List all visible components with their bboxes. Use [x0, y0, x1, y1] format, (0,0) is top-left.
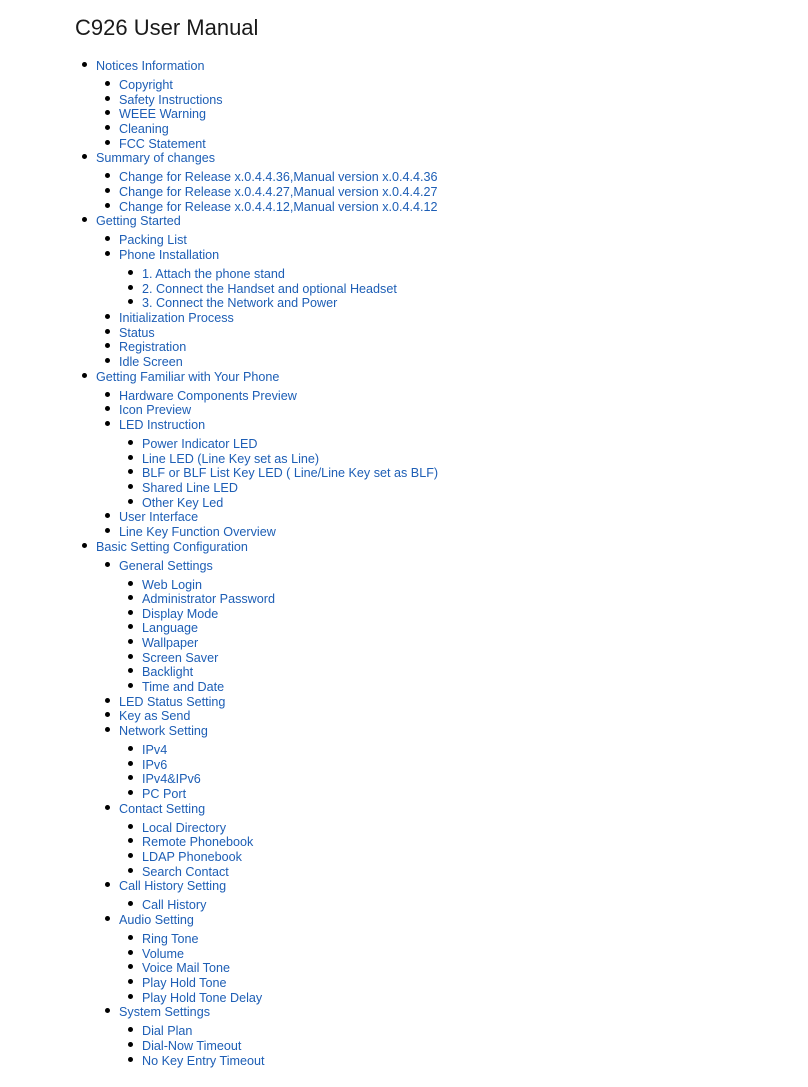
- toc-link-level-3[interactable]: PC Port: [142, 787, 187, 802]
- bullet-icon: [82, 217, 87, 222]
- toc-link-level-3[interactable]: IPv4&IPv6: [142, 772, 201, 787]
- toc-link-level-2[interactable]: User Interface: [119, 510, 199, 525]
- bullet-icon: [105, 140, 110, 145]
- bullet-icon: [105, 392, 110, 397]
- bullet-icon: [82, 373, 87, 378]
- toc-link-level-3[interactable]: Shared Line LED: [142, 480, 238, 495]
- bullet-icon: [105, 110, 110, 115]
- toc-link-level-1[interactable]: Notices Information: [96, 59, 205, 73]
- toc-link-level-2[interactable]: LED Status Setting: [119, 694, 226, 709]
- bullet-icon: [105, 314, 110, 319]
- toc-link-level-3[interactable]: Dial-Now Timeout: [142, 1039, 242, 1053]
- bullet-icon: [128, 901, 133, 906]
- toc-link-level-3[interactable]: BLF or BLF List Key LED ( Line/Line Key set as BLF): [142, 466, 439, 481]
- toc-link-level-3[interactable]: 2. Connect the Handset and optional Headset: [142, 281, 397, 296]
- toc-link-level-2[interactable]: Line Key Function Overview: [119, 524, 276, 539]
- bullet-icon: [128, 994, 133, 999]
- bullet-icon: [105, 203, 110, 208]
- toc-link-level-3[interactable]: Voice Mail Tone: [142, 961, 230, 976]
- toc-link-level-3[interactable]: Power Indicator LED: [142, 436, 258, 451]
- bullet-icon: [82, 62, 87, 67]
- bullet-icon: [128, 581, 133, 586]
- toc-link-level-2[interactable]: WEEE Warning: [119, 107, 207, 122]
- toc-link-level-2[interactable]: Network Setting: [119, 724, 208, 739]
- toc-link-level-3[interactable]: Display Mode: [142, 606, 219, 621]
- bullet-icon: [128, 683, 133, 688]
- bullet-icon: [105, 329, 110, 334]
- bullet-icon: [128, 639, 133, 644]
- bullet-icon: [128, 499, 133, 504]
- bullet-icon: [128, 935, 133, 940]
- bullet-icon: [105, 727, 110, 732]
- toc-link-level-1[interactable]: Getting Familiar with Your Phone: [96, 369, 280, 384]
- toc-link-level-3[interactable]: Remote Phonebook: [142, 835, 254, 850]
- page-title: C926 User Manual: [75, 15, 259, 40]
- bullet-icon: [128, 299, 133, 304]
- toc-link-level-3[interactable]: Other Key Led: [142, 495, 224, 510]
- toc-link-level-2[interactable]: Initialization Process: [119, 310, 234, 325]
- bullet-icon: [128, 455, 133, 460]
- toc-link-level-2[interactable]: Hardware Components Preview: [119, 388, 297, 403]
- bullet-icon: [105, 81, 110, 86]
- toc-link-level-1[interactable]: Basic Setting Configuration: [96, 539, 248, 554]
- bullet-icon: [105, 406, 110, 411]
- toc-link-level-2[interactable]: Call History Setting: [119, 879, 227, 894]
- bullet-icon: [105, 882, 110, 887]
- bullet-icon: [128, 853, 133, 858]
- bullet-icon: [128, 484, 133, 489]
- bullet-icon: [82, 154, 87, 159]
- toc-link-level-2[interactable]: Change for Release x.0.4.4.36,Manual version x.0.4.4.36: [119, 170, 438, 185]
- bullet-icon: [128, 790, 133, 795]
- toc-link-level-2[interactable]: Safety Instructions: [119, 92, 223, 107]
- toc-link-level-3[interactable]: Wallpaper: [142, 636, 199, 651]
- toc-link-level-3[interactable]: Ring Tone: [142, 932, 199, 947]
- toc-link-level-3[interactable]: Time and Date: [142, 680, 225, 695]
- bullet-icon: [105, 173, 110, 178]
- bullet-icon: [128, 824, 133, 829]
- toc-link-level-2[interactable]: Icon Preview: [119, 403, 192, 418]
- bullet-icon: [128, 1042, 133, 1047]
- bullet-icon: [128, 979, 133, 984]
- toc-link-level-3[interactable]: Play Hold Tone: [142, 976, 227, 991]
- toc-link-level-2[interactable]: General Settings: [119, 558, 213, 573]
- bullet-icon: [105, 343, 110, 348]
- bullet-icon: [128, 868, 133, 873]
- toc-link-level-3[interactable]: Web Login: [142, 577, 202, 592]
- toc-link-level-2[interactable]: Contact Setting: [119, 801, 206, 816]
- bullet-icon: [105, 528, 110, 533]
- bullet-icon: [128, 950, 133, 955]
- toc-link-level-3[interactable]: Play Hold Tone Delay: [142, 990, 263, 1005]
- toc-link-level-2[interactable]: Status: [119, 325, 155, 340]
- bullet-icon: [128, 624, 133, 629]
- bullet-icon: [128, 775, 133, 780]
- toc-link-level-3[interactable]: IPv6: [142, 757, 168, 772]
- bullet-icon: [128, 654, 133, 659]
- bullet-icon: [105, 358, 110, 363]
- toc-link-level-3[interactable]: Call History: [142, 898, 207, 913]
- toc-link-level-2[interactable]: Copyright: [119, 78, 173, 92]
- bullet-icon: [105, 513, 110, 518]
- bullet-icon: [128, 746, 133, 751]
- toc-link-level-2[interactable]: Key as Send: [119, 709, 191, 724]
- toc-link-level-2[interactable]: FCC Statement: [119, 136, 206, 151]
- bullet-icon: [128, 610, 133, 615]
- toc-link-level-2[interactable]: Packing List: [119, 233, 187, 248]
- bullet-icon: [128, 1027, 133, 1032]
- bullet-icon: [82, 543, 87, 548]
- bullet-icon: [128, 964, 133, 969]
- toc-link-level-3[interactable]: Administrator Password: [142, 592, 275, 607]
- bullet-icon: [105, 96, 110, 101]
- toc-link-level-3[interactable]: LDAP Phonebook: [142, 850, 242, 865]
- bullet-icon: [128, 761, 133, 766]
- toc-link-level-3[interactable]: Volume: [142, 946, 185, 961]
- bullet-icon: [105, 188, 110, 193]
- toc-link-level-3[interactable]: Local Directory: [142, 820, 226, 835]
- toc-link-level-3[interactable]: Dial Plan: [142, 1024, 193, 1039]
- bullet-icon: [105, 805, 110, 810]
- bullet-icon: [105, 421, 110, 426]
- bullet-icon: [105, 1008, 110, 1013]
- toc-link-level-2[interactable]: Change for Release x.0.4.4.12,Manual version x.0.4.4.12: [119, 199, 438, 214]
- toc-link-level-3[interactable]: Backlight: [142, 665, 194, 680]
- bullet-icon: [128, 285, 133, 290]
- bullet-icon: [128, 1057, 133, 1062]
- bullet-icon: [105, 125, 110, 130]
- toc-link-level-2[interactable]: Idle Screen: [119, 354, 183, 369]
- bullet-icon: [105, 251, 110, 256]
- toc-link-level-3[interactable]: Search Contact: [142, 864, 229, 879]
- toc-link-level-3[interactable]: 3. Connect the Network and Power: [142, 296, 338, 311]
- toc-link-level-2[interactable]: System Settings: [119, 1005, 210, 1020]
- toc-link-level-3[interactable]: No Key Entry Timeout: [142, 1053, 265, 1068]
- toc-link-level-2[interactable]: Change for Release x.0.4.4.27,Manual version x.0.4.4.27: [119, 184, 438, 199]
- bullet-icon: [105, 562, 110, 567]
- bullet-icon: [128, 595, 133, 600]
- toc-link-level-2[interactable]: Phone Installation: [119, 247, 220, 262]
- bullet-icon: [105, 236, 110, 241]
- bullet-icon: [105, 698, 110, 703]
- bullet-icon: [128, 469, 133, 474]
- toc-link-level-2[interactable]: LED Instruction: [119, 417, 206, 432]
- toc-link-level-3[interactable]: Line LED (Line Key set as Line): [142, 451, 320, 466]
- bullet-icon: [105, 712, 110, 717]
- toc-link-level-3[interactable]: 1. Attach the phone stand: [142, 266, 285, 281]
- toc-link-level-2[interactable]: Registration: [119, 340, 187, 355]
- toc-link-level-2[interactable]: Audio Setting: [119, 913, 194, 928]
- bullet-icon: [128, 270, 133, 275]
- toc-link-level-1[interactable]: Getting Started: [96, 214, 181, 229]
- toc-link-level-2[interactable]: Cleaning: [119, 121, 169, 136]
- bullet-icon: [128, 668, 133, 673]
- bullet-icon: [128, 440, 133, 445]
- bullet-icon: [128, 838, 133, 843]
- toc-link-level-1[interactable]: Summary of changes: [96, 151, 215, 166]
- toc-link-level-3[interactable]: Language: [142, 621, 199, 636]
- toc-link-level-3[interactable]: IPv4: [142, 743, 168, 758]
- toc-link-level-3[interactable]: Screen Saver: [142, 650, 219, 665]
- bullet-icon: [105, 916, 110, 921]
